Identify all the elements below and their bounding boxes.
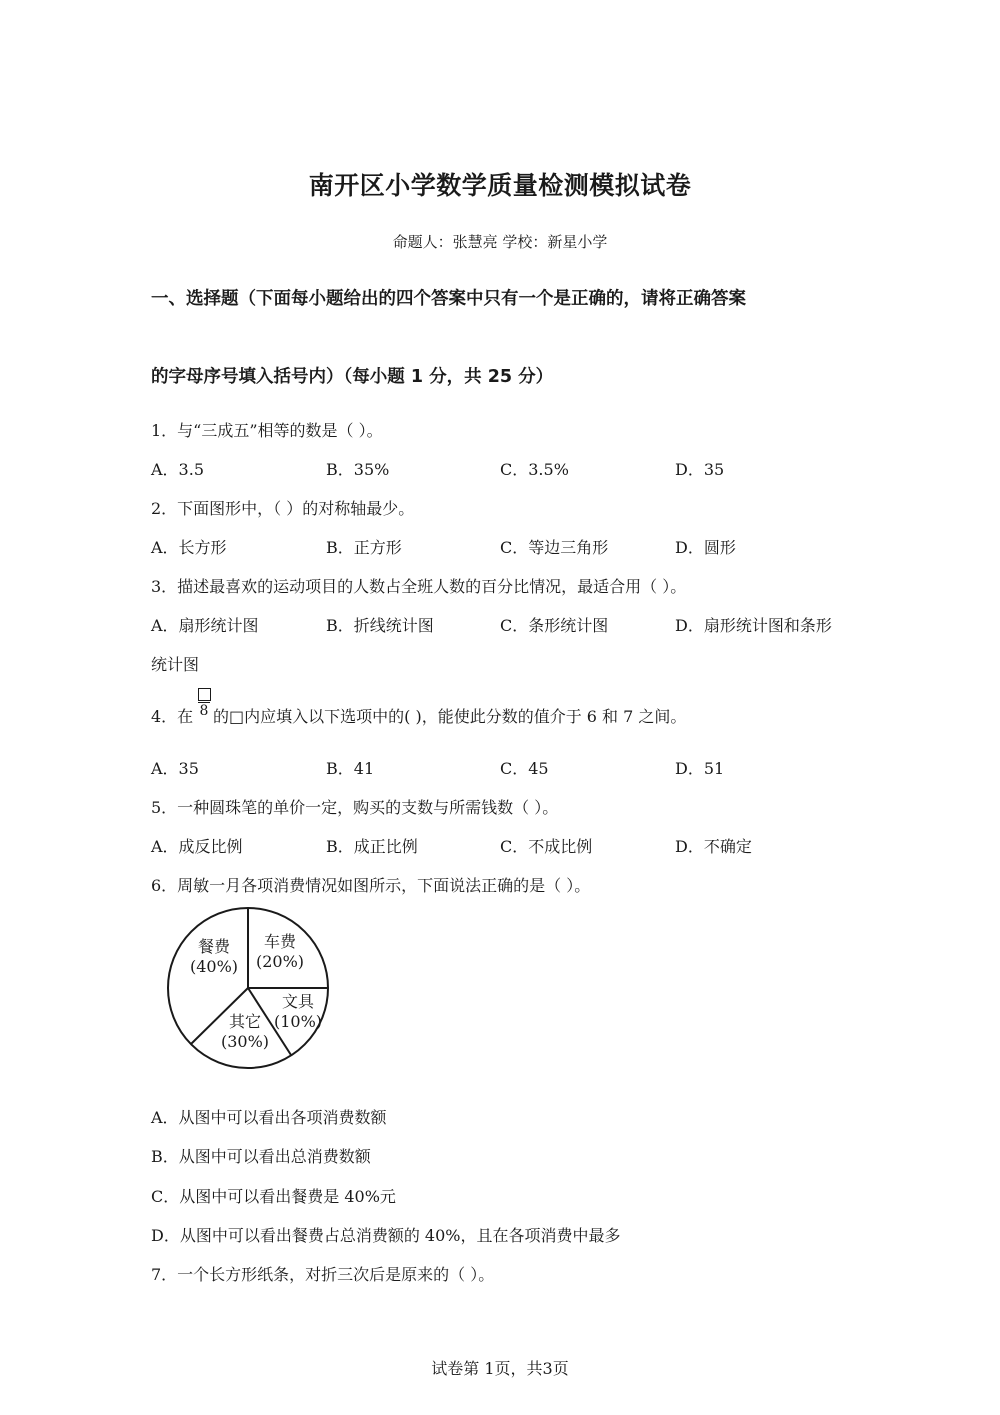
q5-option-d: D．不确定 <box>675 837 752 856</box>
q4-option-a: A．35 <box>151 759 199 778</box>
q5-option-b: B．成正比例 <box>326 837 418 856</box>
page-footer: 试卷第 1页，共3页 <box>431 1359 569 1378</box>
question-4-prefix: 4．在 <box>151 707 194 726</box>
q6-option-d: D．从图中可以看出餐费占总消费额的 40%，且在各项消费中最多 <box>151 1226 621 1245</box>
q4-option-d: D．51 <box>675 759 725 778</box>
fraction-blank-over-8 <box>197 688 211 719</box>
question-4-suffix: 的□内应填入以下选项中的( )，能使此分数的值介于 6 和 7 之间。 <box>213 707 687 726</box>
q4-option-b: B．41 <box>326 759 375 778</box>
slice-label-other: 其它 <box>228 1012 262 1031</box>
q1-option-d: D．35 <box>675 460 725 479</box>
q6-option-b: B．从图中可以看出总消费数额 <box>151 1147 371 1166</box>
q2-option-a: A．长方形 <box>151 538 227 557</box>
slice-label-food: 餐费 <box>197 937 231 956</box>
q5-option-c: C．不成比例 <box>500 837 593 856</box>
q4-option-c: C．45 <box>500 759 549 778</box>
question-5: 5．一种圆珠笔的单价一定，购买的支数与所需钱数（ ）。 <box>151 798 559 817</box>
q1-option-b: B．35% <box>326 460 390 479</box>
slice-percent-fare: (20%) <box>255 952 305 971</box>
slice-percent-food: (40%) <box>189 957 239 976</box>
question-7: 7．一个长方形纸条，对折三次后是原来的（ ）。 <box>151 1265 495 1284</box>
q3-option-c: C．条形统计图 <box>500 616 609 635</box>
blank-box-icon <box>198 688 211 701</box>
page-title: 南开区小学数学质量检测模拟试卷 <box>308 171 692 200</box>
q2-option-c: C．等边三角形 <box>500 538 609 557</box>
section-heading-line2: 的字母序号填入括号内）（每小题 1 分，共 25 分） <box>151 367 554 387</box>
q3-option-a: A．扇形统计图 <box>151 616 259 635</box>
q2-option-b: B．正方形 <box>326 538 402 557</box>
fraction-denominator: 8 <box>199 703 209 719</box>
q3-option-b: B．折线统计图 <box>326 616 434 635</box>
slice-label-stationery: 文具 <box>281 992 315 1011</box>
q2-option-d: D．圆形 <box>675 538 736 557</box>
slice-percent-stationery: (10%) <box>273 1012 323 1031</box>
question-6: 6．周敏一月各项消费情况如图所示，下面说法正确的是（ ）。 <box>151 876 591 895</box>
slice-label-fare: 车费 <box>263 932 297 951</box>
q6-option-c: C．从图中可以看出餐费是 40%元 <box>151 1187 396 1206</box>
q1-option-a: A．3.5 <box>151 460 205 479</box>
author-school-line: 命题人：张慧亮 学校：新星小学 <box>392 233 608 251</box>
q6-option-a: A．从图中可以看出各项消费数额 <box>151 1108 387 1127</box>
q5-option-a: A．成反比例 <box>151 837 243 856</box>
question-2: 2．下面图形中，（ ）的对称轴最少。 <box>151 499 415 518</box>
slice-percent-other: (30%) <box>220 1032 270 1051</box>
section-heading-line1: 一、选择题（下面每小题给出的四个答案中只有一个是正确的，请将正确答案 <box>151 289 746 309</box>
q1-option-c: C．3.5% <box>500 460 569 479</box>
consumption-pie-chart <box>160 900 340 1075</box>
question-3: 3．描述最喜欢的运动项目的人数占全班人数的百分比情况，最适合用（ ）。 <box>151 577 687 596</box>
question-1: 1．与“三成五”相等的数是（ ）。 <box>151 421 383 440</box>
q3-option-d-continuation: 统计图 <box>151 655 200 674</box>
q3-option-d: D．扇形统计图和条形 <box>675 616 832 635</box>
